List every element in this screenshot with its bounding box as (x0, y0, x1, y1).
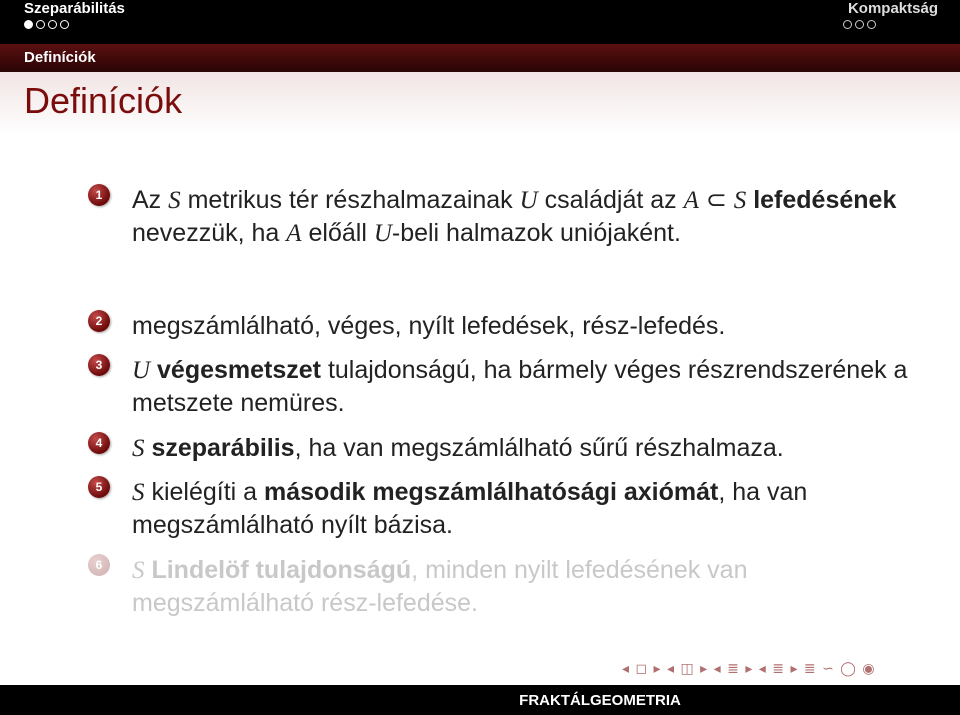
text-segment: kielégíti a (144, 478, 265, 506)
progress-dots-right (843, 20, 876, 32)
section-link-left[interactable]: Szeparábilitás (24, 0, 125, 17)
text-segment: tulajdonságú, ha bármely véges részrendszerének a metszete nemüres. (132, 356, 908, 417)
item-number-bullet: 6 (88, 554, 110, 576)
item-number-bullet: 3 (88, 354, 110, 376)
text-segment: megszámlálható, véges, nyílt lefedések, rész-lefedés. (132, 312, 726, 340)
text-segment: metrikus tér részhalmazainak (180, 186, 520, 214)
text-segment: -beli halmazok uniójaként. (391, 219, 681, 247)
item-number-bullet: 4 (88, 432, 110, 454)
item-text (132, 354, 912, 420)
math-symbol: S (132, 435, 145, 462)
header-bar (0, 0, 960, 44)
text-segment: , ha van megszámlálható nyílt bázisa. (132, 478, 808, 539)
text-segment: Az (132, 186, 169, 214)
math-symbol: U (132, 357, 151, 384)
math-symbol: S (132, 557, 145, 584)
bold-term: Lindelöf tulajdonságú (151, 556, 412, 584)
frame-title: Definíciók (24, 80, 183, 121)
progress-dot[interactable] (24, 20, 33, 29)
subsection-bar (0, 44, 960, 72)
progress-dot[interactable] (843, 20, 852, 29)
progress-dot[interactable] (60, 20, 69, 29)
progress-dots-left (24, 20, 69, 32)
item-number-bullet: 5 (88, 476, 110, 498)
subsection-link[interactable]: Definíciók (24, 49, 96, 66)
text-segment: , ha van megszámlálható sűrű részhalmaza. (294, 434, 784, 462)
math-symbol: A (286, 220, 302, 247)
progress-dot[interactable] (867, 20, 876, 29)
text-segment: előáll (301, 219, 374, 247)
item-text (132, 432, 912, 465)
math-symbol: S (168, 187, 181, 214)
bold-term: szeparábilis (151, 434, 295, 462)
text-segment: nevezzük, ha (132, 219, 287, 247)
bold-term: második megszámlálhatósági axiómát (264, 478, 719, 506)
item-number-bullet: 1 (88, 184, 110, 206)
item-text (132, 184, 912, 250)
progress-dot[interactable] (48, 20, 57, 29)
item-number-bullet: 2 (88, 310, 110, 332)
footer-bar (0, 685, 960, 715)
math-symbol: S (733, 187, 747, 214)
footer-left (0, 685, 480, 715)
bold-term: végesmetszet (157, 356, 321, 384)
bold-term: lefedésének (753, 186, 897, 214)
frame-title-bar (0, 72, 960, 134)
progress-dot[interactable] (36, 20, 45, 29)
item-text (132, 310, 912, 343)
math-symbol: A (683, 187, 699, 214)
item-text (132, 476, 912, 542)
progress-dot[interactable] (855, 20, 864, 29)
section-link-right[interactable]: Kompaktság (847, 0, 938, 17)
math-symbol: S (132, 479, 145, 506)
math-symbol: U (519, 187, 538, 214)
text-segment (150, 356, 157, 384)
text-segment: , minden nyilt lefedésének van megszámlálható rész-lefedése. (132, 556, 748, 617)
item-text (132, 554, 912, 620)
text-segment: családját az (537, 186, 684, 214)
footer-title: FRAKTÁLGEOMETRIA (519, 692, 681, 709)
text-segment: ⊂ (698, 186, 734, 214)
navigation-controls[interactable]: ◂ ◻ ▸ ◂ ◫ ▸ ◂ ≣ ▸ ◂ ≣ ▸ ≣ ∽ ◯ ◉ (622, 661, 876, 677)
math-symbol: U (373, 220, 392, 247)
